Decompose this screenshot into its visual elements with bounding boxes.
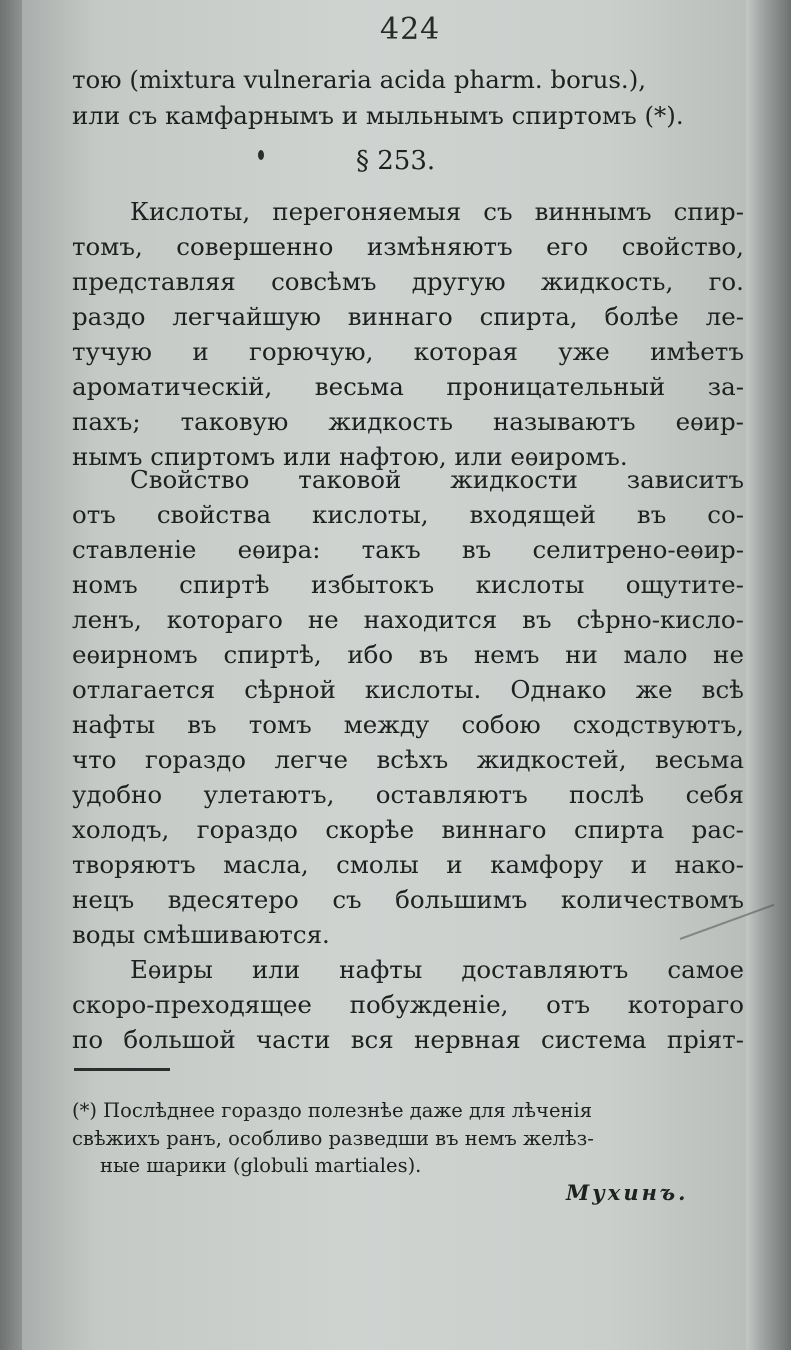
- text-line: творяютъ масла, смолы и камфору и нако-: [72, 850, 744, 879]
- text-line: удобно улетаютъ, оставляютъ послѣ себя: [72, 780, 744, 809]
- text-line: еѳирномъ спиртѣ, ибо въ немъ ни мало не: [72, 640, 744, 669]
- text-line: Кислоты, перегоняемыя съ виннымъ спир-: [130, 197, 744, 226]
- text-line: холодъ, гораздо скорѣе виннаго спирта рас-: [72, 815, 744, 844]
- text-line: раздо легчайшую виннаго спирта, болѣе ле-: [72, 302, 744, 331]
- text-line: номъ спиртѣ избытокъ кислоты ощутите-: [72, 570, 744, 599]
- text-line: скоро-преходящее побужденіе, отъ котораго: [72, 990, 744, 1019]
- text-line: воды смѣшиваются.: [72, 920, 330, 949]
- text-line: или съ камфарнымъ и мыльнымъ спиртомъ (*).: [72, 101, 684, 130]
- text-line: нафты въ томъ между собою сходствуютъ,: [72, 710, 744, 739]
- text-line: ставленіе еѳира: такъ въ селитрено-еѳир-: [72, 535, 744, 564]
- footnote-line: ные шарики (globuli martiales).: [100, 1154, 422, 1177]
- text-line: отъ свойства кислоты, входящей въ со-: [72, 500, 744, 529]
- footnote-line: свѣжихъ ранъ, особливо разведши въ немъ желѣз-: [72, 1127, 594, 1150]
- text-line: Еѳиры или нафты доставляютъ самое: [130, 955, 744, 984]
- text-line: нымъ спиртомъ или нафтою, или еѳиромъ.: [72, 442, 628, 471]
- text-line: по большой части вся нервная система пріят-: [72, 1025, 744, 1054]
- text-line: тою (mixtura vulneraria acida pharm. borus.),: [72, 65, 647, 94]
- author-signature: Мухинъ.: [566, 1180, 689, 1205]
- footnote-rule: [74, 1068, 170, 1071]
- footnote-line: (*) Послѣднее гораздо полезнѣе даже для лѣченія: [72, 1099, 593, 1122]
- text-line: ленъ, котораго не находится въ сѣрно-кисло-: [72, 605, 744, 634]
- text-line: ароматическій, весьма проницательный за-: [72, 372, 744, 401]
- ink-speck: [258, 150, 264, 160]
- text-line: отлагается сѣрной кислоты. Однако же всѣ: [72, 675, 744, 704]
- section-heading: § 253.: [356, 146, 436, 176]
- text-line: томъ, совершенно измѣняютъ его свойство,: [72, 232, 744, 261]
- text-line: нецъ вдесятеро съ большимъ количествомъ: [72, 885, 744, 914]
- text-line: Свойство таковой жидкости зависитъ: [130, 465, 744, 494]
- text-line: что гораздо легче всѣхъ жидкостей, весьма: [72, 745, 744, 774]
- page-edge: [746, 0, 791, 1350]
- text-line: представляя совсѣмъ другую жидкость, го.: [72, 267, 744, 296]
- text-line: тучую и горючую, которая уже имѣетъ: [72, 337, 744, 366]
- text-line: пахъ; таковую жидкость называютъ еѳир-: [72, 407, 744, 436]
- page-number: 424: [380, 12, 441, 47]
